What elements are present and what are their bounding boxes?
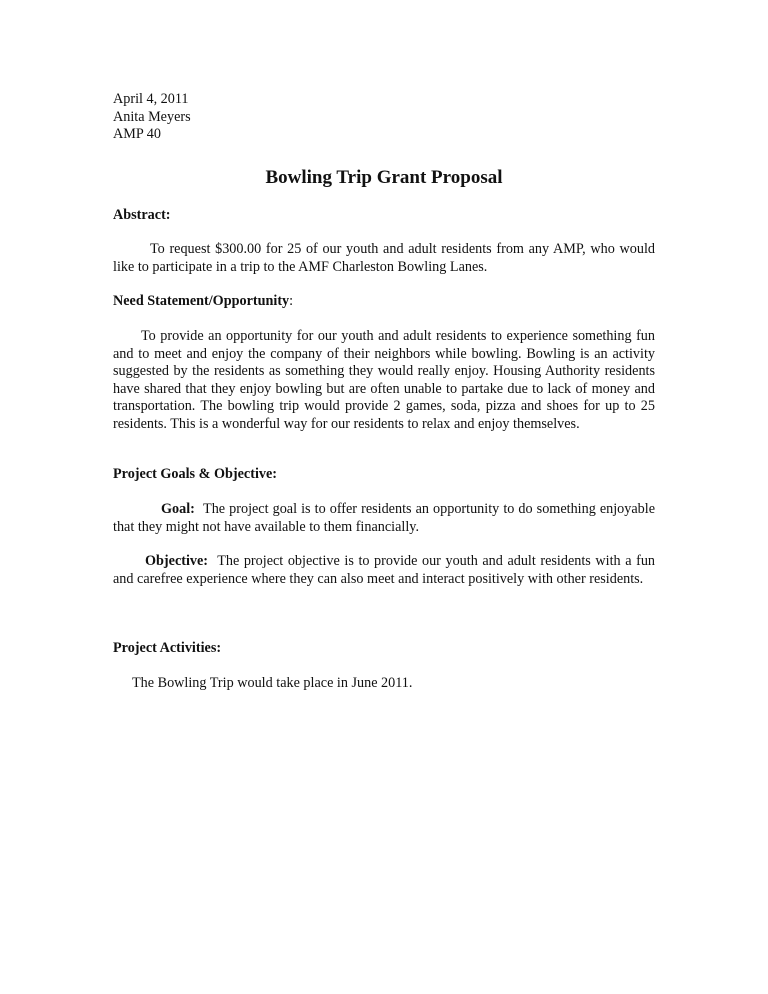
objective-text: The project objective is to provide our youth and adult residents with a fun and carefree experience where they can also meet and interact positively with other residents. <box>113 553 656 587</box>
need-statement-paragraph: To provide an opportunity for our youth and adult residents to experience something fun and to meet and enjoy the company of their neighbors while bowling. Bowling is an activity suggested by the residents as something they would really enjoy. Housing Authority residents have shared that they enjoy bowling but are often unable to partake due to lack of money and transportation. The bowling trip would provide 2 games, soda, pizza and shoes for up to 25 residents. This is a wonderful way for our residents to relax and enjoy themselves. <box>113 328 655 432</box>
activities-paragraph: The Bowling Trip would take place in June 2011. <box>132 675 413 691</box>
date-line: April 4, 2011 <box>113 91 189 107</box>
need-statement-heading-text: Need Statement/Opportunity <box>113 293 290 309</box>
need-statement-colon: : <box>289 293 294 309</box>
goal-paragraph <box>113 501 655 536</box>
site-line: AMP 40 <box>113 126 161 142</box>
objective-paragraph <box>113 553 655 588</box>
author-line: Anita Meyers <box>113 108 191 125</box>
objective-label: Objective: <box>145 553 209 569</box>
abstract-paragraph: To request $300.00 for 25 of our youth and adult residents from any AMP, who would like to participate in a trip to the AMF Charleston Bowling Lanes. <box>113 241 655 275</box>
abstract-heading: Abstract: <box>113 207 171 223</box>
goals-heading: Project Goals & Objective: <box>113 466 278 482</box>
activities-heading: Project Activities: <box>113 640 222 656</box>
goal-label: Goal: <box>161 501 195 517</box>
need-statement-heading <box>113 293 293 311</box>
goal-text: The project goal is to offer residents an opportunity to do something enjoyable that they might not have available to them financially. <box>113 501 656 535</box>
document-page <box>113 91 656 691</box>
document-title: Bowling Trip Grant Proposal <box>265 167 503 188</box>
